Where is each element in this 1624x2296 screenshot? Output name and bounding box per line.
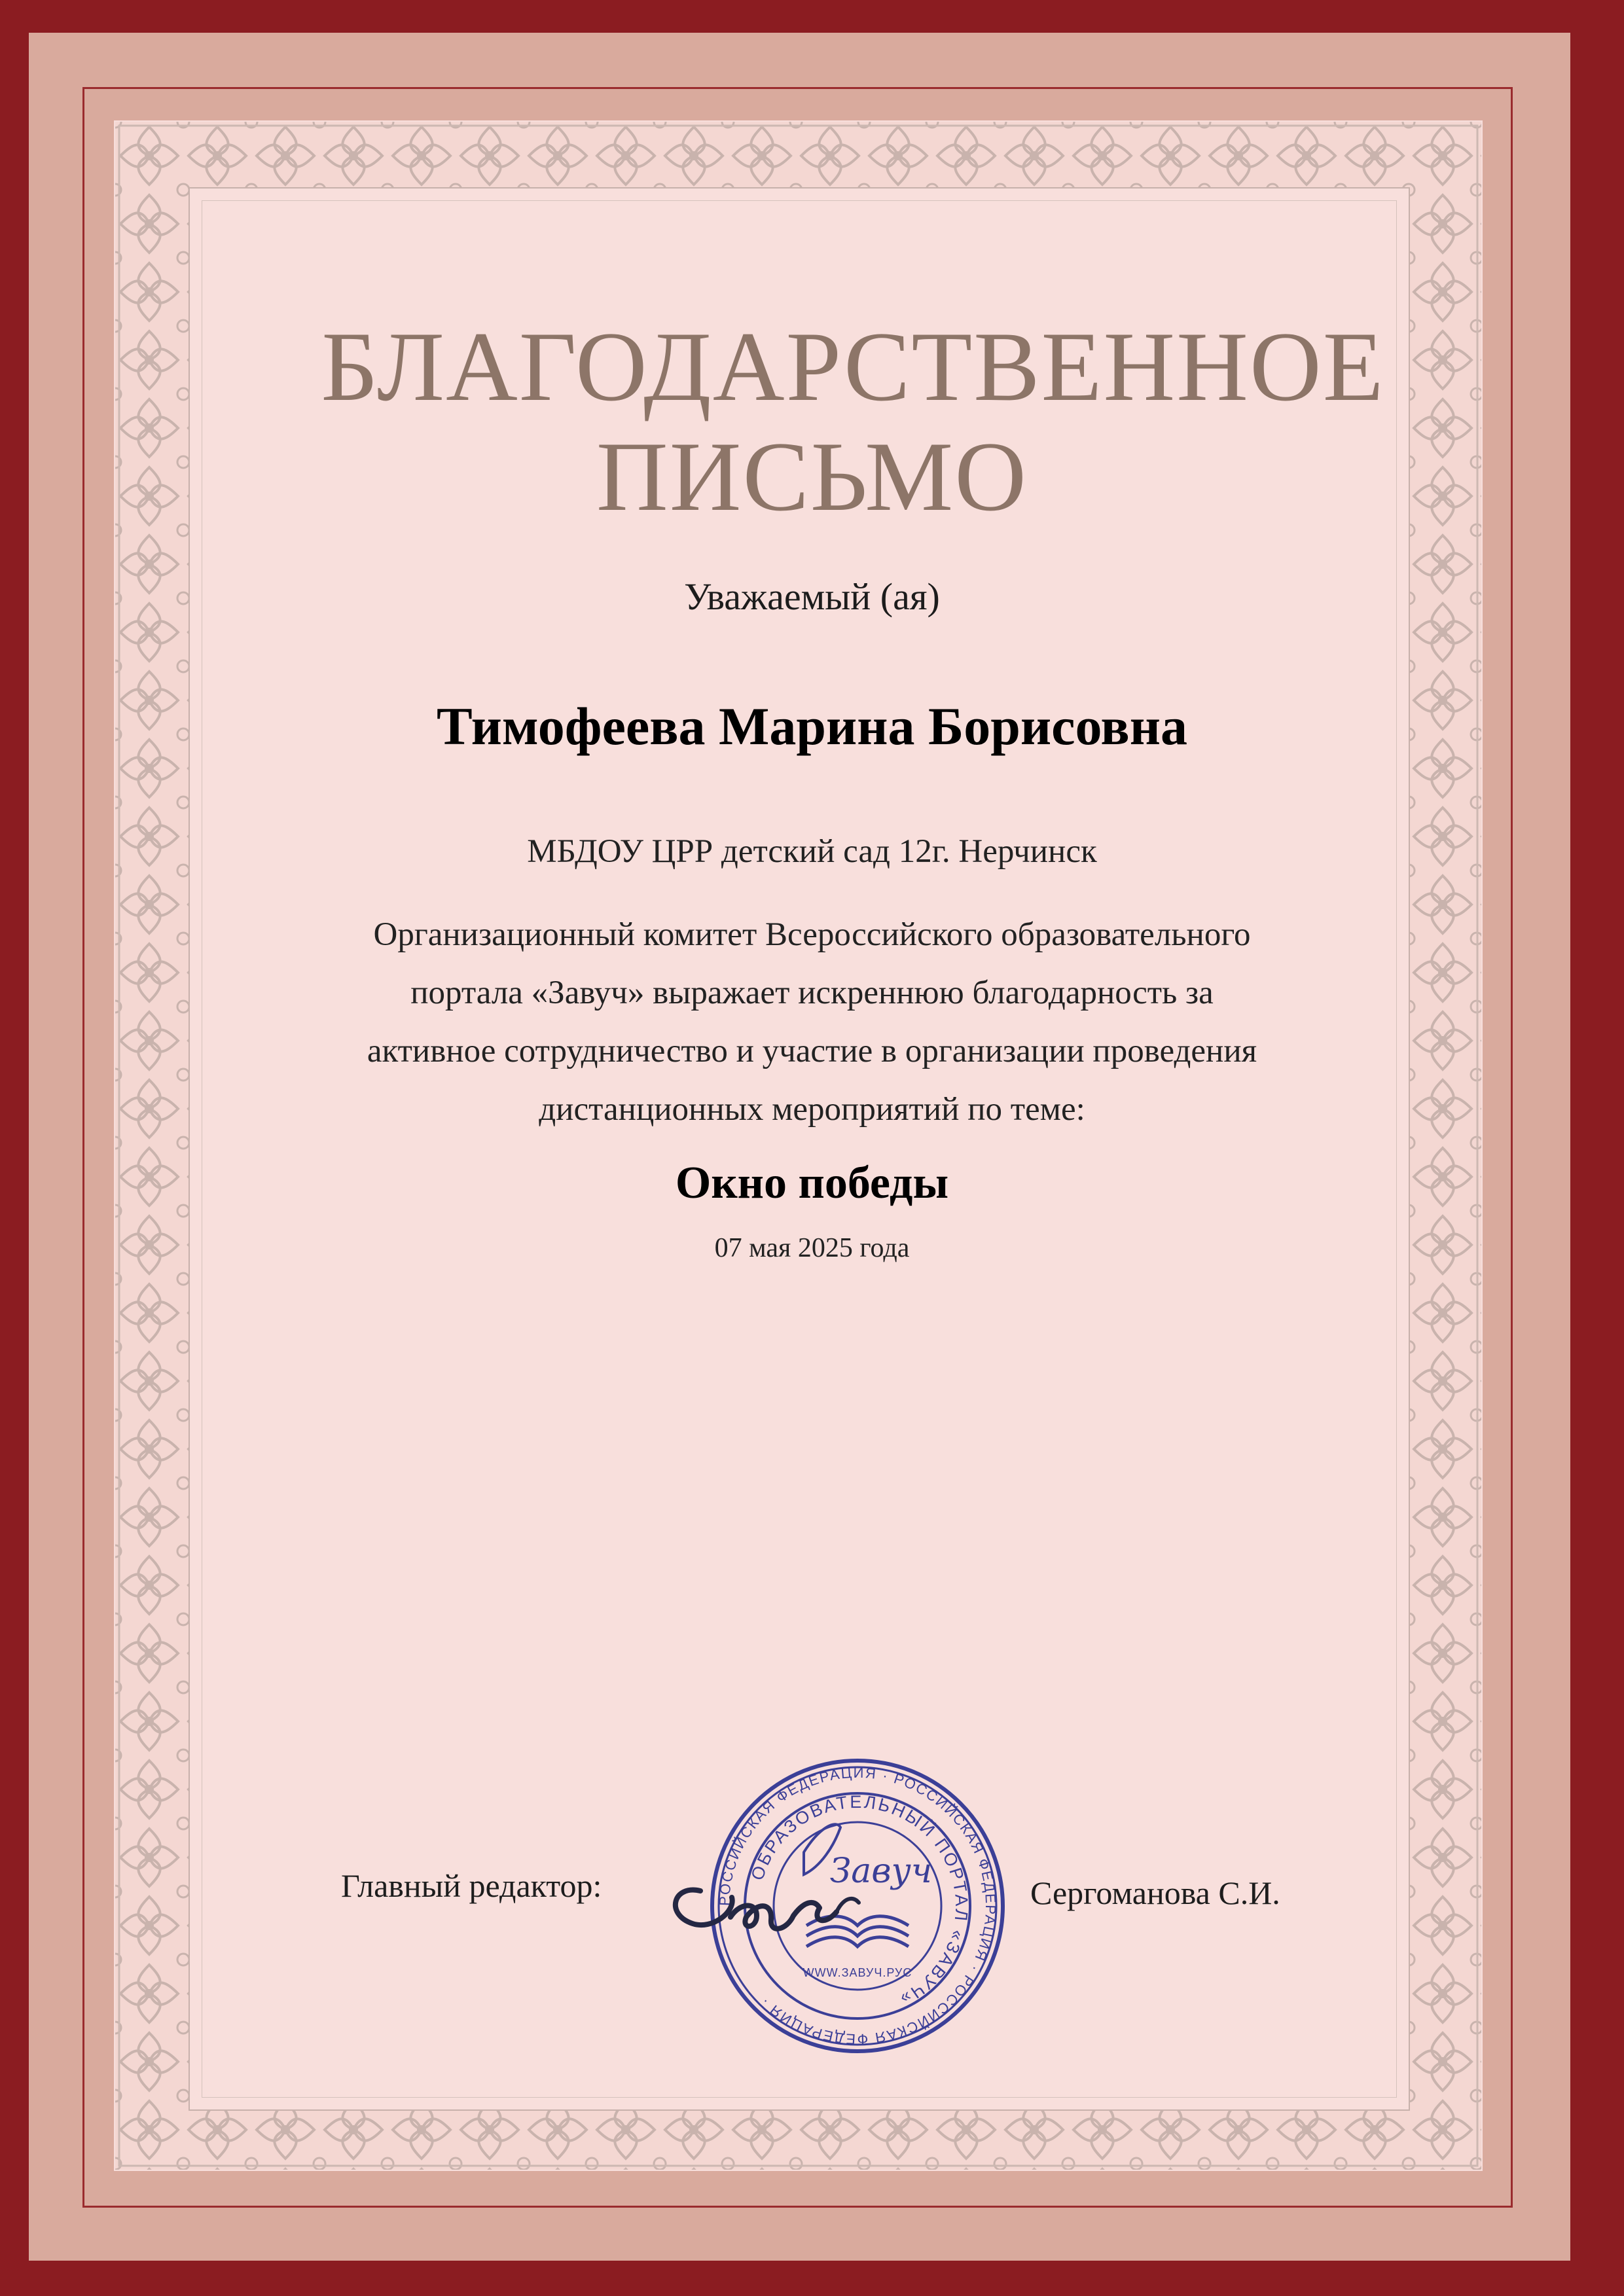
event-topic: Окно победы — [675, 1158, 949, 1208]
body-text — [0, 906, 1624, 1139]
handwritten-signature — [660, 1835, 882, 1959]
body-line: Организационный комитет Всероссийского образовательного — [373, 916, 1251, 953]
body-line: активное сотрудничество и участие в организации проведения — [367, 1033, 1257, 1069]
recipient-organization: МБДОУ ЦРР детский сад 12г. Нерчинск — [527, 833, 1097, 870]
body-line: портала «Завуч» выражает искреннюю благодарность за — [410, 975, 1214, 1011]
stamp-outer-text: РОССИЙСКАЯ ФЕДЕРАЦИЯ · РОССИЙСКАЯ ФЕДЕРАЦИЯ · РОССИЙСКАЯ ФЕДЕРАЦИЯ · — [715, 1764, 1000, 2048]
signatory-label: Главный редактор: — [341, 1867, 602, 1904]
recipient-name: Тимофеева Марина Борисовна — [437, 696, 1187, 756]
certificate-title: БЛАГОДАРСТВЕННОЕ ПИСЬМО — [321, 312, 1385, 531]
event-date: 07 мая 2025 года — [714, 1233, 910, 1263]
stamp-website: WWW.ЗАВУЧ.РУС — [803, 1966, 912, 1979]
greeting: Уважаемый (ая) — [684, 575, 940, 618]
stamp-inner-text: ОБРАЗОВАТЕЛЬНЫЙ ПОРТАЛ «ЗАВУЧ» — [747, 1791, 972, 2010]
stamp-center-text: Завуч — [829, 1852, 933, 1891]
signatory-name: Сергоманова С.И. — [1030, 1874, 1280, 1911]
body-line: дистанционных мероприятий по теме: — [539, 1091, 1085, 1128]
